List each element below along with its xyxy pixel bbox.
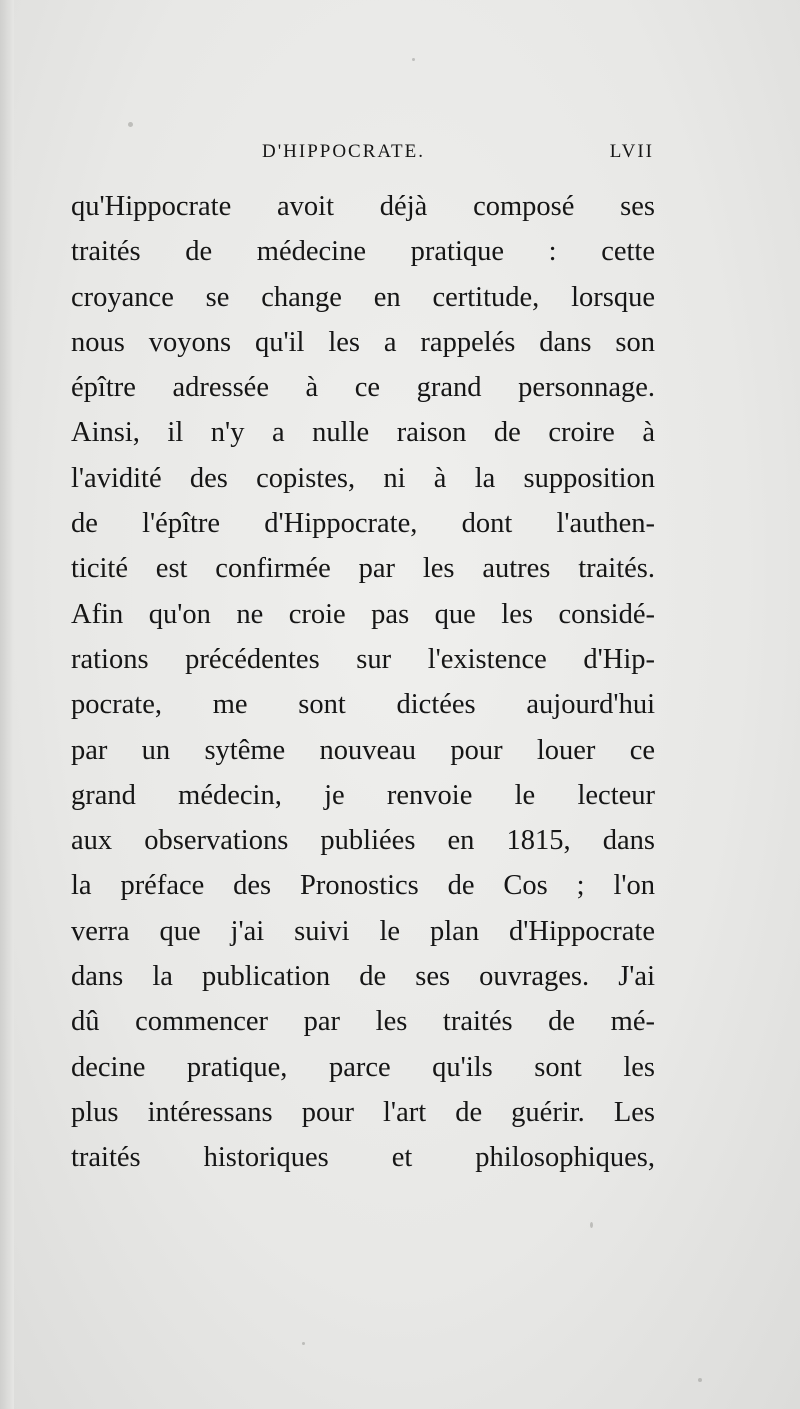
body-text: [71, 184, 655, 1181]
text-line: dans la publication de ses ouvrages. J'ai: [71, 961, 655, 993]
text-line: dû commencer par les traités de mé-: [71, 1006, 655, 1038]
text-line: plus intéressans pour l'art de guérir. Les: [71, 1096, 655, 1128]
text-line: grand médecin, je renvoie le lecteur: [71, 779, 655, 811]
paper-speck: [302, 1342, 305, 1345]
page-number: LVII: [609, 141, 654, 162]
text-line: par un sytême nouveau pour louer ce: [71, 734, 655, 766]
page-header: [262, 141, 654, 171]
text-line: traités de médecine pratique : cette: [71, 236, 655, 268]
paper-speck: [412, 58, 415, 61]
text-line: nous voyons qu'il les a rappelés dans son: [71, 326, 655, 358]
paper-speck: [590, 1222, 593, 1228]
page-gutter-shadow: [0, 0, 14, 1409]
text-line: de l'épître d'Hippocrate, dont l'authen-: [71, 508, 655, 540]
text-line: l'avidité des copistes, ni à la supposition: [71, 462, 655, 494]
text-line: qu'Hippocrate avoit déjà composé ses: [71, 191, 655, 222]
text-line: pocrate, me sont dictées aujourd'hui: [71, 689, 655, 721]
paper-speck: [698, 1378, 702, 1382]
text-line: croyance se change en certitude, lorsque: [71, 281, 655, 313]
text-line: épître adressée à ce grand personnage.: [71, 372, 655, 404]
text-line: Afin qu'on ne croie pas que les considé-: [71, 598, 655, 630]
text-line: la préface des Pronostics de Cos ; l'on: [71, 870, 655, 902]
text-line: rations précédentes sur l'existence d'Hip-: [71, 643, 655, 675]
text-line: Ainsi, il n'y a nulle raison de croire à: [71, 417, 655, 449]
text-line: verra que j'ai suivi le plan d'Hippocrate: [71, 915, 655, 947]
text-line: aux observations publiées en 1815, dans: [71, 825, 655, 857]
running-title: D'HIPPOCRATE.: [262, 141, 425, 162]
paper-speck: [128, 122, 133, 127]
text-line: traités historiques et philosophiques,: [71, 1142, 655, 1174]
text-line: ticité est confirmée par les autres traités.: [71, 553, 655, 585]
text-line: decine pratique, parce qu'ils sont les: [71, 1051, 655, 1083]
